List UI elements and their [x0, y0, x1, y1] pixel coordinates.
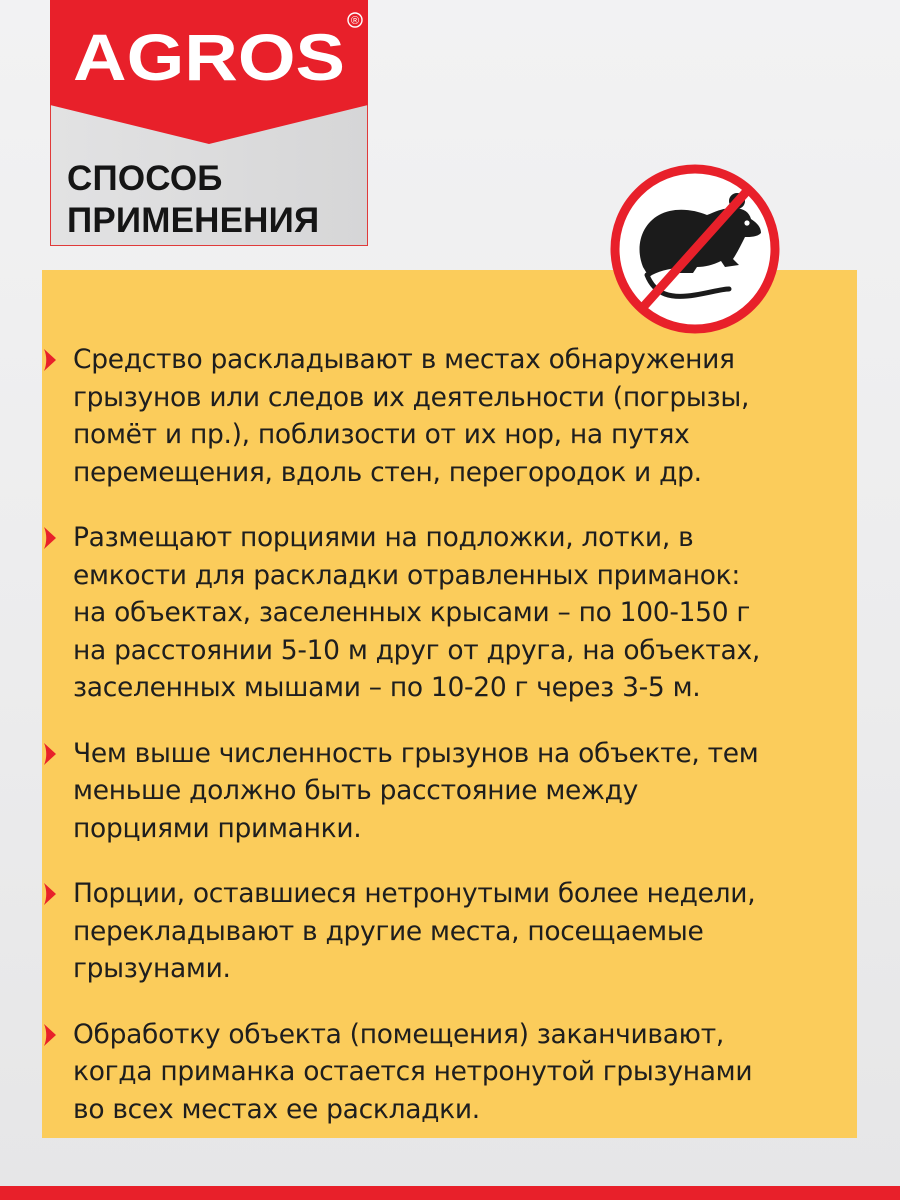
agros-logo [50, 0, 368, 150]
red-arrow-bullet-icon [42, 1023, 58, 1047]
instruction-line: когда приманка остается нетронутой грызунами [73, 1056, 753, 1087]
instruction-line: меньше должно быть расстояние между [73, 775, 639, 806]
instruction-line: Средство раскладывают в местах обнаружения [73, 344, 735, 375]
bottom-accent-bar [0, 1186, 900, 1200]
instruction-line: Обработку объекта (помещения) заканчивают, [73, 1018, 724, 1050]
instruction-line: заселенных мышами – по 10-20 г через 3-5 м. [73, 672, 701, 703]
section-title-line-2: ПРИМЕНЕНИЯ [67, 201, 320, 240]
red-arrow-bullet-icon [42, 882, 58, 906]
instruction-line: грызунами. [73, 953, 231, 984]
instruction-item [42, 519, 842, 707]
red-arrow-bullet-icon [42, 348, 58, 372]
instruction-line: во всех местах ее раскладки. [73, 1093, 480, 1125]
instruction-item [42, 735, 842, 848]
instruction-line: перемещения, вдоль стен, перегородок и др. [73, 456, 702, 488]
instruction-line: емкости для раскладки отравленных приманок: [73, 559, 741, 591]
instruction-line: помёт и пр.), поблизости от их нор, на путях [73, 419, 690, 450]
section-title [67, 158, 319, 242]
instruction-line: Чем выше численность грызунов на объекте, тем [73, 737, 759, 769]
instruction-item [42, 875, 842, 988]
instruction-line: Размещают порциями на подложки, лотки, в [73, 522, 694, 553]
instruction-item [42, 341, 842, 491]
brand-header [50, 0, 368, 246]
instructions-list [42, 341, 842, 1156]
instruction-line: на расстоянии 5-10 м друг от друга, на объектах, [73, 634, 760, 666]
instruction-line: Порции, оставшиеся нетронутыми более недели, [73, 878, 756, 909]
instruction-line: на объектах, заселенных крысами – по 100-150 г [73, 597, 751, 628]
red-arrow-bullet-icon [42, 526, 58, 550]
logo-wordmark: AGROS [73, 20, 345, 94]
instruction-line: порциями приманки. [73, 812, 362, 844]
red-arrow-bullet-icon [42, 742, 58, 766]
instruction-line: перекладывают в другие места, посещаемые [73, 915, 704, 947]
instruction-line: грызунов или следов их деятельности (погрызы, [73, 381, 750, 413]
registered-mark: ® [350, 15, 360, 27]
no-rodents-icon [609, 163, 781, 335]
instruction-item [42, 1016, 842, 1129]
section-title-line-1: СПОСОБ [67, 159, 223, 198]
